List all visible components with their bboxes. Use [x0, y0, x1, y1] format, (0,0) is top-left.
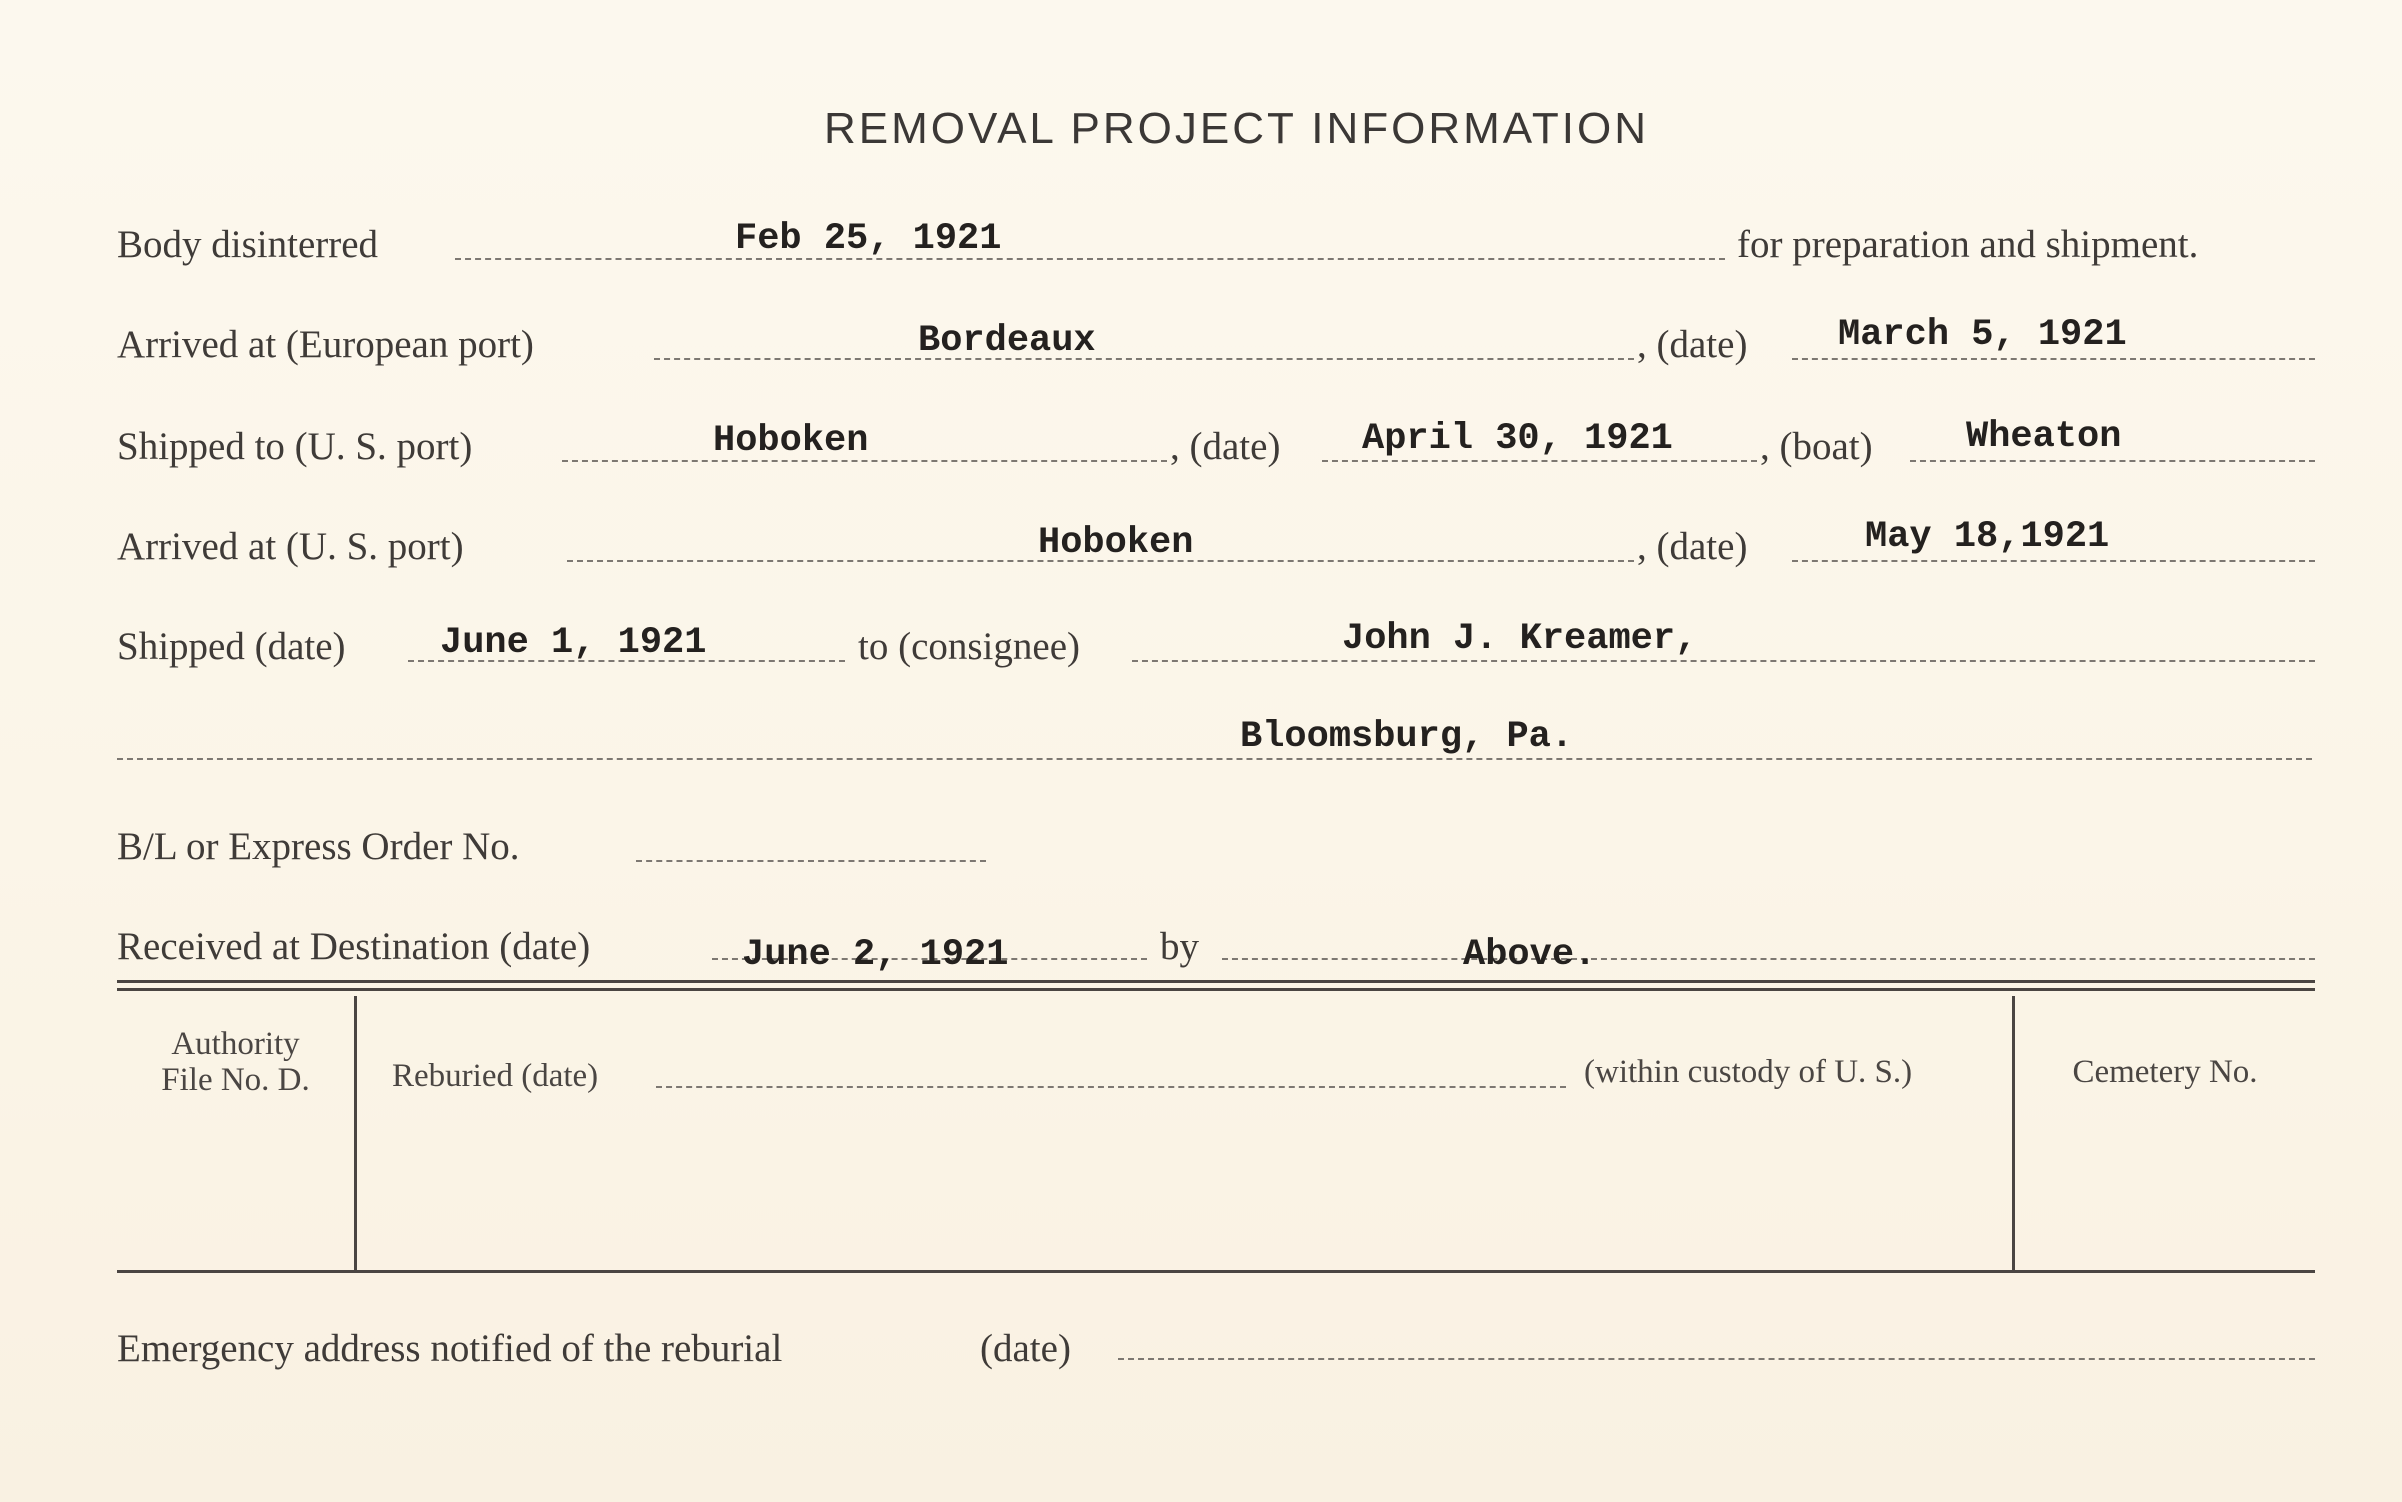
bl-order-label: B/L or Express Order No.: [117, 825, 520, 868]
european-port-label: Arrived at (European port): [117, 323, 534, 366]
arrived-us-date-value: May 18,1921: [1865, 516, 2110, 558]
consignee-address-line: [117, 758, 2312, 760]
emergency-date-label: (date): [980, 1327, 1071, 1370]
arrived-us-port-value: Hoboken: [1038, 522, 1194, 564]
body-disinterred-label: Body disinterred: [117, 223, 379, 266]
table-divider-right: [2012, 996, 2015, 1270]
arrived-us-date-label: , (date): [1637, 525, 1748, 568]
received-by-label: by: [1160, 925, 1199, 968]
consignee-label: to (consignee): [858, 625, 1081, 668]
consignee-address-value: Bloomsburg, Pa.: [1240, 716, 1574, 758]
boat-value: Wheaton: [1966, 416, 2122, 458]
received-by-line: [1222, 958, 2315, 960]
shipped-to-port-label: Shipped to (U. S. port): [117, 425, 473, 468]
european-port-value: Bordeaux: [918, 320, 1096, 362]
consignee-line: [1132, 660, 2315, 662]
arrived-us-date-line: [1792, 560, 2315, 562]
european-date-label: , (date): [1637, 323, 1748, 366]
consignee-value: John J. Kreamer,: [1342, 618, 1698, 660]
emergency-address-line: [1118, 1358, 2315, 1360]
preparation-shipment-text: for preparation and shipment.: [1737, 223, 2199, 266]
arrived-us-port-label: Arrived at (U. S. port): [117, 525, 464, 568]
received-by-value: Above.: [1463, 934, 1597, 976]
cemetery-no-label: Cemetery No.: [2072, 1054, 2258, 1090]
body-disinterred-line: [455, 258, 1725, 260]
shipped-date-value: April 30, 1921: [1362, 418, 1673, 460]
authority-file-header: [117, 1026, 354, 1098]
table-bottom-rule: [117, 1270, 2315, 1273]
european-port-line: [654, 358, 1634, 360]
authority-label: Authority: [171, 1026, 300, 1062]
table-top-rule-1: [117, 980, 2315, 983]
received-destination-label: Received at Destination (date): [117, 925, 591, 968]
file-no-label: File No. D.: [161, 1062, 310, 1098]
reburied-label: Reburied (date): [392, 1058, 599, 1094]
reburied-line: [656, 1086, 1566, 1088]
shipped-date-line: [1322, 460, 1757, 462]
emergency-address-label: Emergency address notified of the reburial: [117, 1327, 783, 1370]
bl-order-line: [636, 860, 986, 862]
shipped-to-port-value: Hoboken: [713, 420, 869, 462]
boat-line: [1910, 460, 2315, 462]
received-date-value: June 2, 1921: [742, 934, 1009, 976]
european-date-value: March 5, 1921: [1838, 314, 2127, 356]
shipped-date-label: , (date): [1170, 425, 1281, 468]
shipped-date-row-label: Shipped (date): [117, 625, 346, 668]
table-divider-left: [354, 996, 357, 1270]
shipped-date-row-value: June 1, 1921: [440, 622, 707, 664]
table-top-rule-2: [117, 988, 2315, 991]
custody-label: (within custody of U. S.): [1584, 1054, 1913, 1090]
page-title: REMOVAL PROJECT INFORMATION: [824, 104, 1649, 153]
body-disinterred-value: Feb 25, 1921: [735, 218, 1002, 260]
european-date-line: [1792, 358, 2315, 360]
boat-label: , (boat): [1760, 425, 1873, 468]
